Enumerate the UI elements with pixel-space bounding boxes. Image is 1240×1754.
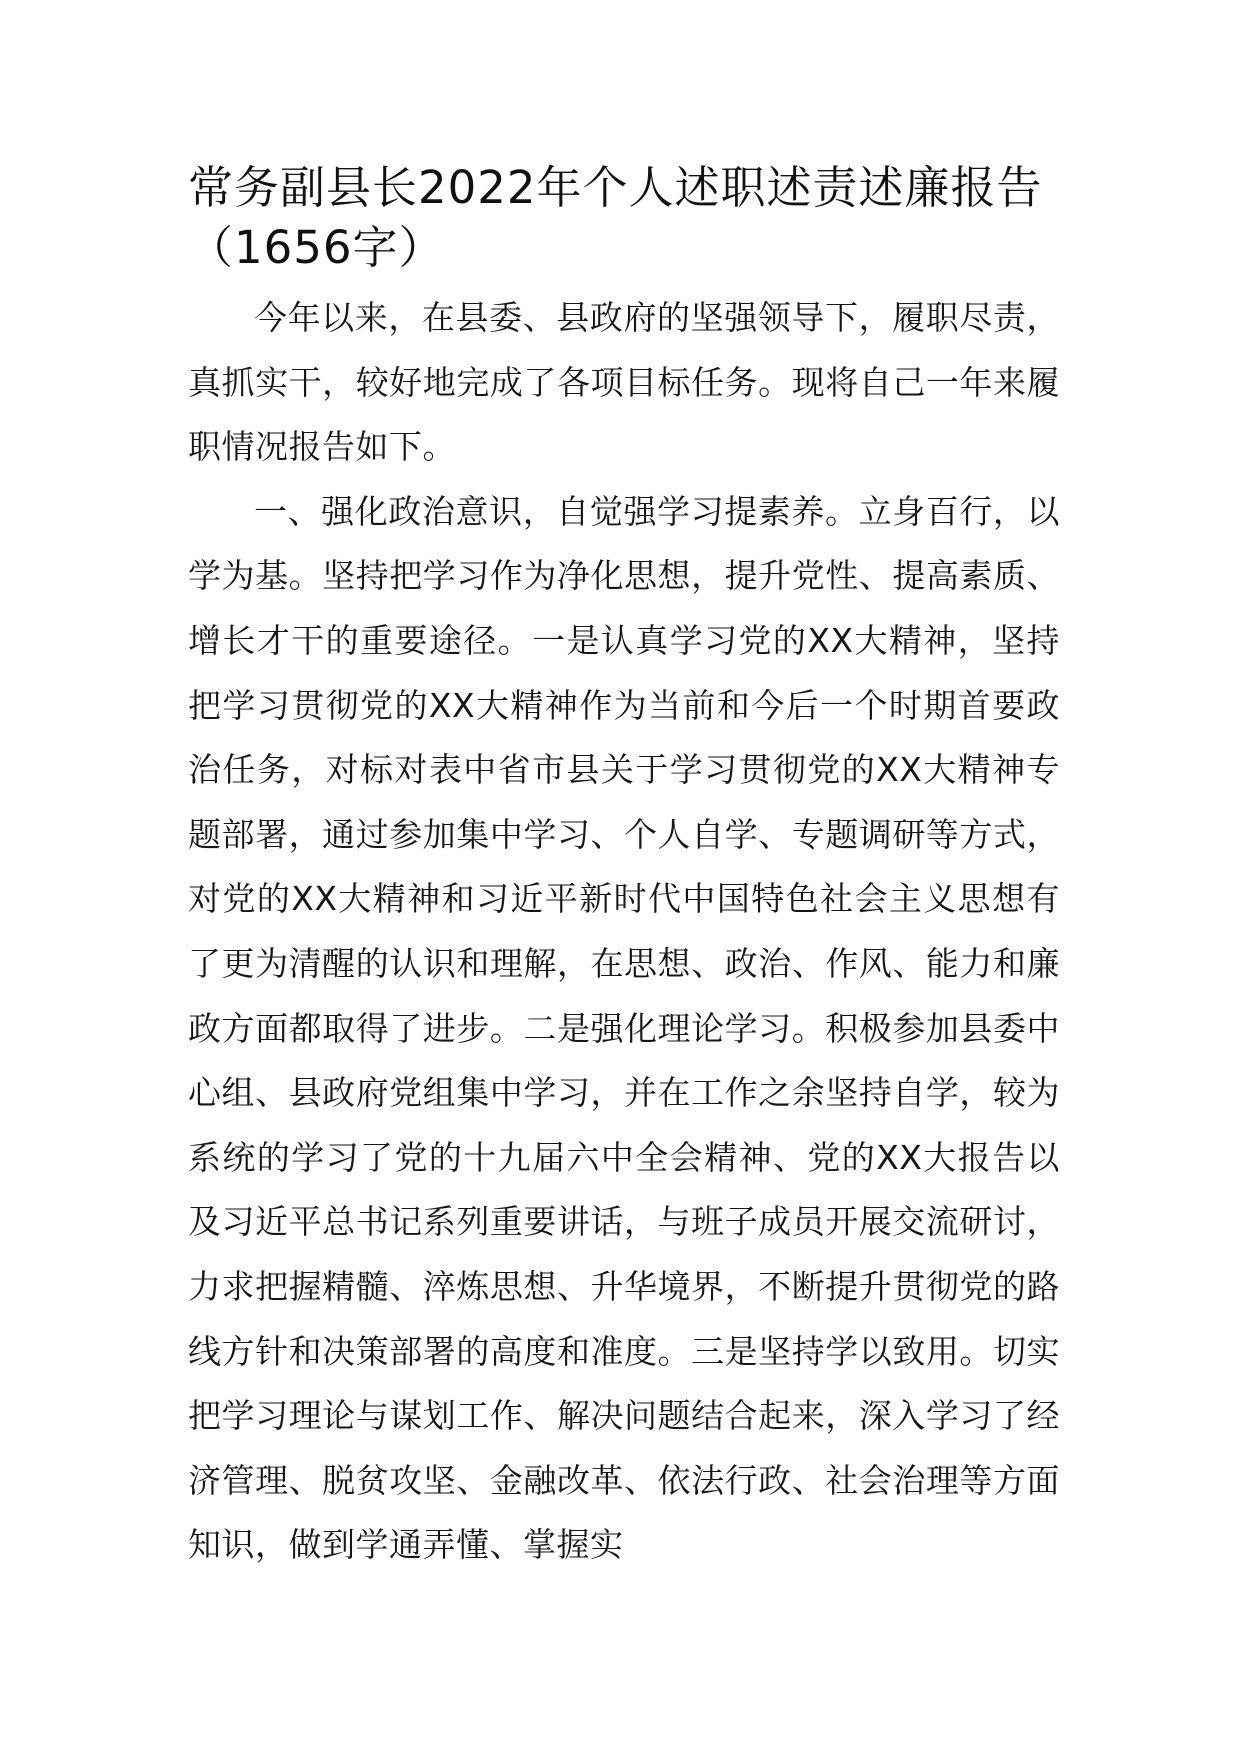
document-page [188, 158, 1060, 1578]
title-main-line: 常务副县长2022年个人述职述责述廉报告 [188, 161, 1043, 214]
document-body [188, 286, 1060, 1578]
title-word-count: （1656字） [188, 221, 445, 274]
intro-paragraph: 今年以来，在县委、县政府的坚强领导下，履职尽责，真抓实干，较好地完成了各项目标任务。现将自己一年来履职情况报告如下。 [188, 298, 1060, 467]
section-one-paragraph: 一、强化政治意识，自觉强学习提素养。立身百行，以学为基。坚持把学习作为净化思想，提升党性、提高素质、增长才干的重要途径。一是认真学习党的XX大精神，坚持把学习贯彻党的XX大精神作为当前和今后一个时期首要政治任务，对标对表中省市县关于学习贯彻党的XX大精神专题部署，通过参加集中学习、个人自学、专题调研等方式，对党的XX大精神和习近平新时代中国特色社会主义思想有了更为清醒的认识和理解，在思想、政治、作风、能力和廉政方面都取得了进步。二是强化理论学习。积极参加县委中心组、县政府党组集中学习，并在工作之余坚持自学，较为系统的学习了党的十九届六中全会精神、党的XX大报告以及习近平总书记系列重要讲话，与班子成员开展交流研讨，力求把握精髓、淬炼思想、升华境界，不断提升贯彻党的路线方针和决策部署的高度和准度。三是坚持学以致用。切实把学习理论与谋划工作、解决问题结合起来，深入学习了经济管理、脱贫攻坚、金融改革、依法行政、社会治理等方面知识，做到学通弄懂、掌握实 [188, 491, 1060, 1565]
document-title [188, 158, 1060, 278]
